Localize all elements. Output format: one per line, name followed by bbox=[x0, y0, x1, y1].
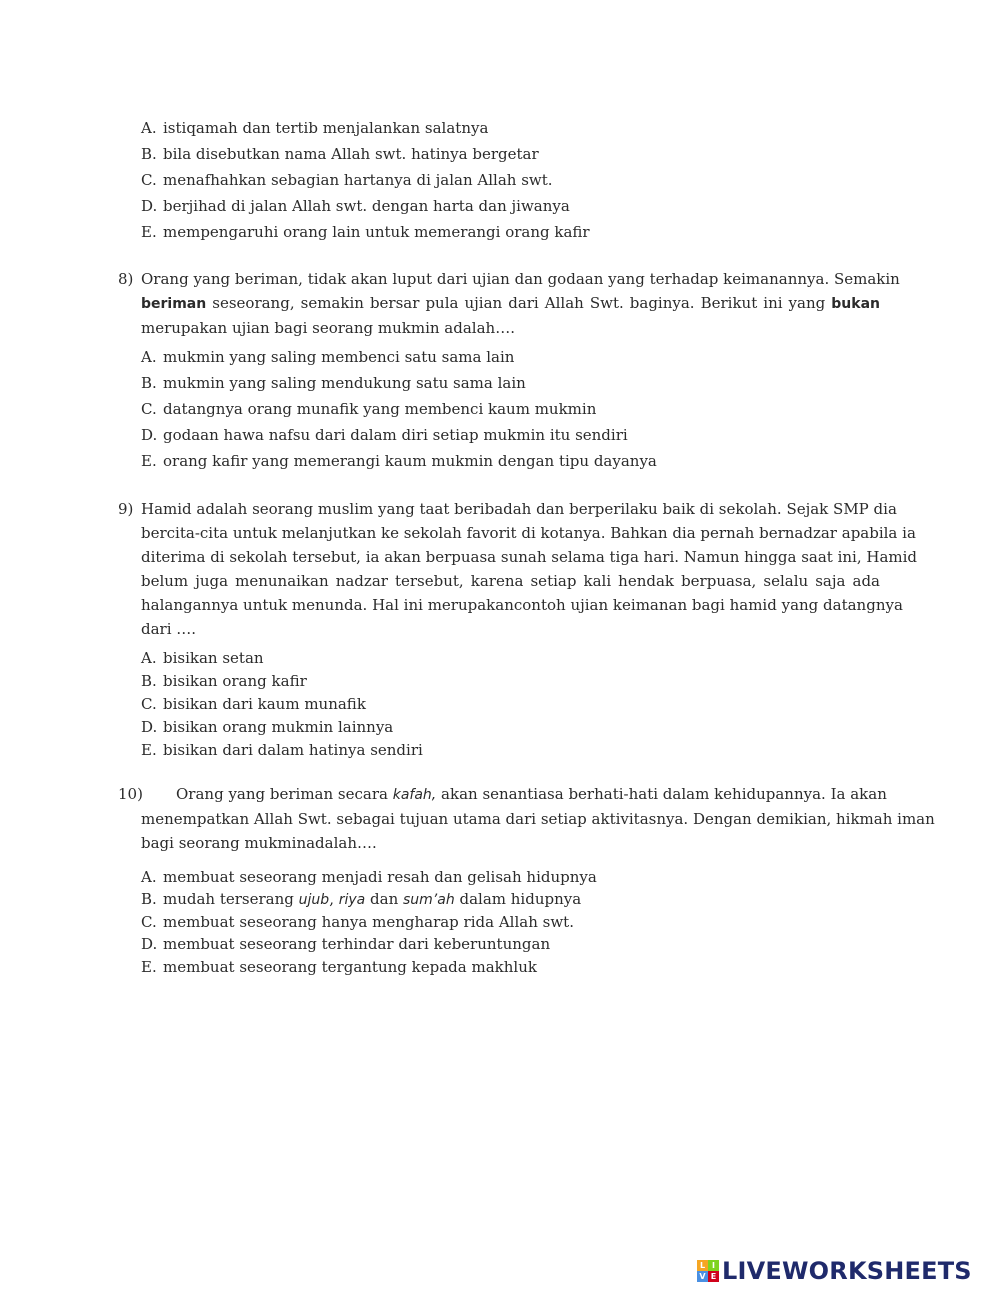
q10-option-c[interactable]: C. membuat seseorang hanya mengharap rida Allah swt. bbox=[141, 913, 574, 931]
q10-option-a[interactable]: A. membuat seseorang menjadi resah dan gelisah hidupnya bbox=[141, 868, 597, 886]
q7-option-c[interactable]: C. menafhahkan sebagian hartanya di jalan Allah swt. bbox=[141, 171, 553, 189]
q8-option-d[interactable]: D. godaan hawa nafsu dari dalam diri setiap mukmin itu sendiri bbox=[141, 426, 628, 444]
q9-option-a[interactable]: A. bisikan setan bbox=[141, 649, 264, 667]
q9-option-d[interactable]: D. bisikan orang mukmin lainnya bbox=[141, 718, 394, 736]
q8-option-e[interactable]: E. orang kafir yang memerangi kaum mukmin dengan tipu dayanya bbox=[141, 452, 657, 470]
logo-mark-icon: L I V E bbox=[697, 1260, 719, 1282]
q7-option-e[interactable]: E. mempengaruhi orang lain untuk memerangi orang kafir bbox=[141, 223, 590, 241]
question-8 bbox=[118, 267, 900, 340]
logo-text: LIVEWORKSHEETS bbox=[722, 1257, 972, 1285]
question-number: 9) bbox=[118, 500, 134, 518]
q7-option-b[interactable]: B. bila disebutkan nama Allah swt. hatinya bergetar bbox=[141, 145, 539, 163]
q7-option-d[interactable]: D. berjihad di jalan Allah swt. dengan harta dan jiwanya bbox=[141, 197, 570, 215]
q8-option-a[interactable]: A. mukmin yang saling membenci satu sama lain bbox=[141, 348, 515, 366]
q8-option-b[interactable]: B. mukmin yang saling mendukung satu sama lain bbox=[141, 374, 526, 392]
question-text: Orang yang beriman secara kafah, akan senantiasa berhati-hati dalam kehidupannya. Ia akan menempatkan Allah Swt. sebagai tujuan utama dari setiap aktivitasnya. Dengan demikian, hikmah iman bagi seorang mukminadalah…. bbox=[141, 785, 935, 852]
question-number: 10) bbox=[118, 785, 143, 803]
liveworksheets-logo[interactable] bbox=[697, 1258, 972, 1284]
q9-option-c[interactable]: C. bisikan dari kaum munafik bbox=[141, 695, 366, 713]
question-text: Orang yang beriman, tidak akan luput dari ujian dan godaan yang terhadap keimanannya. Semakin beriman seseorang, semakin bersar pula ujian dari Allah Swt. baginya. Berikut ini yang bukan merupakan ujian bagi seorang mukmin adalah…. bbox=[141, 270, 900, 337]
q8-option-c[interactable]: C. datangnya orang munafik yang membenci kaum mukmin bbox=[141, 400, 597, 418]
question-number: 8) bbox=[118, 270, 134, 288]
q7-option-a[interactable]: A. istiqamah dan tertib menjalankan salatnya bbox=[141, 119, 489, 137]
q9-option-e[interactable]: E. bisikan dari dalam hatinya sendiri bbox=[141, 741, 423, 759]
question-10 bbox=[118, 782, 935, 855]
q9-option-b[interactable]: B. bisikan orang kafir bbox=[141, 672, 307, 690]
q10-option-b[interactable]: B. mudah terserang ujub, riya dan sum’ah dalam hidupnya bbox=[141, 890, 582, 908]
question-9 bbox=[118, 497, 918, 641]
q10-option-e[interactable]: E. membuat seseorang tergantung kepada makhluk bbox=[141, 958, 537, 976]
question-text: Hamid adalah seorang muslim yang taat beribadah dan berperilaku baik di sekolah. Sejak SMP dia bercita-cita untuk melanjutkan ke sekolah favorit di kotanya. Bahkan dia pernah bernadzar apabila ia diterima di sekolah tersebut, ia akan berpuasa sunah selama tiga hari. Namun hingga saat ini, Hamid belum juga menunaikan nadzar tersebut, karena setiap kali hendak berpuasa, selalu saja ada halangannya untuk menunda. Hal ini merupakancontoh ujian keimanan bagi hamid yang datangnya dari …. bbox=[141, 500, 918, 638]
q10-option-d[interactable]: D. membuat seseorang terhindar dari keberuntungan bbox=[141, 935, 551, 953]
